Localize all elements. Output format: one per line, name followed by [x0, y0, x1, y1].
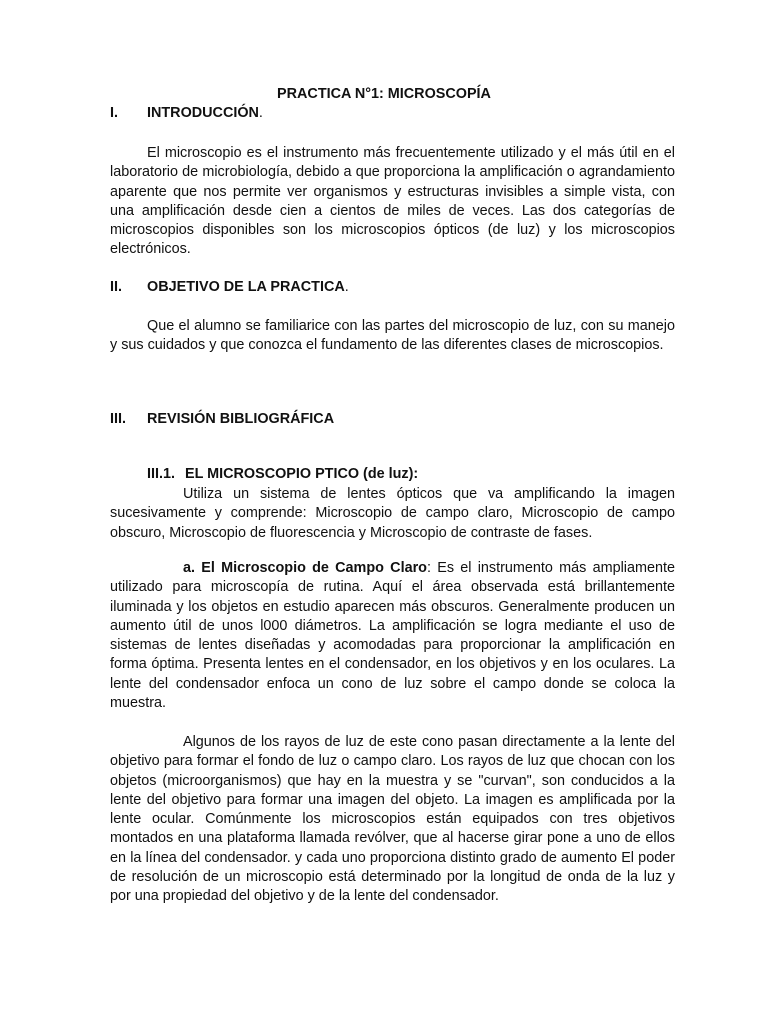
section-title: INTRODUCCIÓN [147, 105, 259, 121]
section-heading-introduccion [110, 105, 263, 121]
section-number: III. [110, 411, 126, 427]
section-title-punct: . [344, 279, 349, 295]
section-heading-objetivo [110, 279, 349, 295]
subsection-title: EL MICROSCOPIO PTICO (de luz): [185, 466, 419, 482]
item-a-paragraph [110, 559, 675, 713]
section-number: II. [110, 279, 122, 295]
document-title: PRACTICA N°1: MICROSCOPÍA [277, 86, 491, 102]
subsection-heading [147, 466, 418, 482]
subsection-paragraph: Utiliza un sistema de lentes ópticos que va amplificando la imagen sucesivamente y comprende: Microscopio de campo claro, Microscopio de campo obscuro, Microscopio de fluorescencia y Microscopio de contraste de fases. [110, 486, 675, 541]
section-number: I. [110, 105, 118, 121]
item-a-text: : Es el instrumento más ampliamente utilizado para microscopía de rutina. Aquí el área observada está brillantemente iluminada y los objetos en estudio aparecen más obscuros. Generalmente producen un aumento útil de unos l000 diámetros. La amplificación se logra mediante el uso de sistemas de lentes diseñadas y acomodadas para proporcionar la amplificación en forma óptima. Presenta lentes en el condensador, en los objetivos y en los oculares. La lente del condensador enfoca un cono de luz sobre el campo donde se coloca la muestra. [110, 560, 676, 712]
item-a-label: a. El Microscopio de Campo Claro [183, 560, 427, 576]
section-heading-revision [110, 411, 334, 427]
section-title: REVISIÓN BIBLIOGRÁFICA [147, 411, 335, 427]
rayos-paragraph: Algunos de los rayos de luz de este cono pasan directamente a la lente del objetivo para formar el fondo de luz o campo claro. Los rayos de luz que chocan con los objetos (microorganismos) que hay en la muestra y se "curvan", son conducidos a la lente del objetivo para formar una imagen del objeto. La imagen es amplificada por la lente ocular. Comúnmente los microscopios están equipados con tres objetivos montados en una plataforma llamada revólver, que al hacerse girar pone a uno de ellos en la línea del condensador. y cada uno proporciona distinto grado de aumento El poder de resolución de un microscopio está determinado por la longitud de onda de la luz y por una propiedad del objetivo y de la lente del condensador. [110, 734, 675, 905]
section-title: OBJETIVO DE LA PRACTICA [147, 279, 345, 295]
section-title-punct: . [258, 105, 263, 121]
objetivo-paragraph: Que el alumno se familiarice con las partes del microscopio de luz, con su manejo y sus cuidados y que conozca el fundamento de las diferentes clases de microscopios. [110, 318, 675, 354]
subsection-number: III.1. [147, 466, 175, 482]
introduccion-paragraph: El microscopio es el instrumento más frecuentemente utilizado y el más útil en el laboratorio de microbiología, debido a que proporciona la amplificación o agrandamiento aparente que nos permite ver organismos y estructuras invisibles a simple vista, con una amplificación desde cien a cientos de miles de veces. Las dos categorías de microscopios disponibles son los microscopios ópticos (de luz) y los microscopios electrónicos. [110, 145, 675, 258]
